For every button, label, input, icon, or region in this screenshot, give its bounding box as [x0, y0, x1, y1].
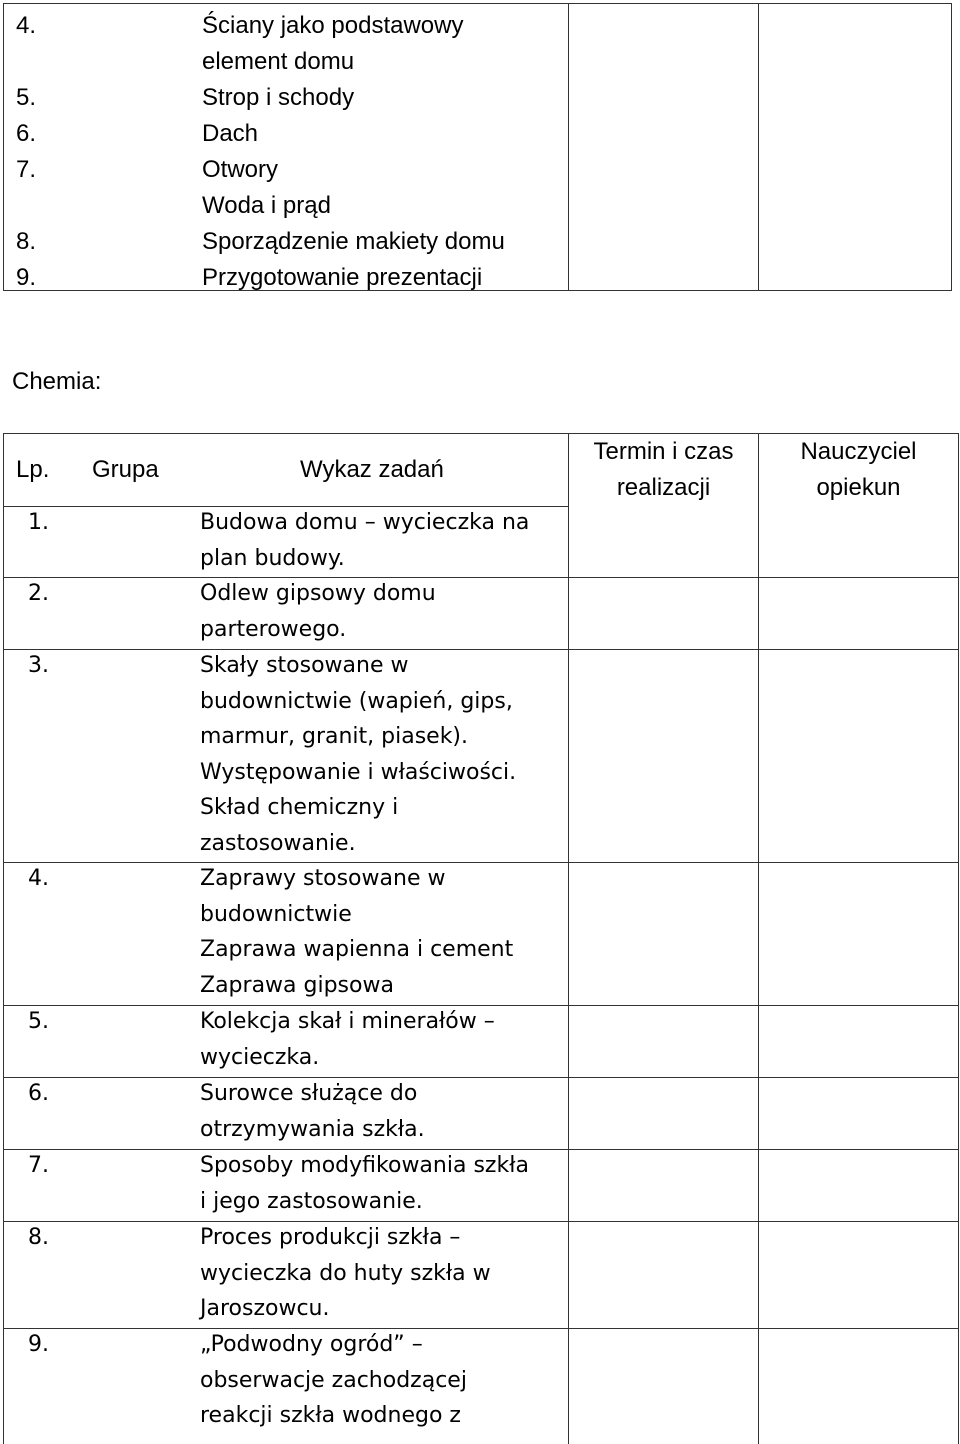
table-row [4, 1006, 959, 1078]
top-task-table [3, 3, 952, 291]
task-list-cell [4, 4, 569, 291]
table-row [4, 1329, 959, 1444]
item-number: 8. [16, 224, 36, 260]
task-cell [4, 650, 569, 863]
item-number: 3. [28, 648, 49, 684]
item-text: marmur, granit, piasek). [200, 719, 468, 755]
item-text: Skład chemiczny i [200, 790, 398, 826]
item-text: Sposoby modyfikowania szkła [200, 1148, 529, 1184]
item-text: Zaprawa wapienna i cement [200, 932, 513, 968]
header-nauczyciel-line1: Nauczyciel [759, 434, 958, 470]
table-row [4, 1222, 959, 1329]
termin-cell [569, 863, 759, 1006]
item-number: 6. [28, 1076, 49, 1112]
item-number: 6. [16, 116, 36, 152]
nauczyciel-cell [759, 863, 959, 1006]
header-cell-main [4, 434, 569, 507]
item-number: 8. [28, 1220, 49, 1256]
header-grupa: Grupa [92, 452, 159, 488]
item-text: Skały stosowane w [200, 648, 408, 684]
item-number: 9. [16, 260, 36, 296]
termin-cell [569, 1078, 759, 1150]
termin-cell [569, 1329, 759, 1444]
item-text: zastosowanie. [200, 826, 356, 862]
table-row [4, 4, 952, 291]
header-lp: Lp. [16, 452, 49, 488]
termin-cell [569, 650, 759, 863]
item-text: Proces produkcji szkła – [200, 1220, 460, 1256]
item-text: Ściany jako podstawowy [202, 8, 463, 44]
nauczyciel-cell [759, 578, 959, 650]
item-text: Woda i prąd [202, 188, 331, 224]
item-text: reakcji szkła wodnego z [200, 1398, 461, 1434]
nauczyciel-cell [759, 650, 959, 863]
termin-cell [569, 578, 759, 650]
item-text: plan budowy. [200, 541, 345, 577]
item-text: „Podwodny ogród” – [200, 1327, 423, 1363]
nauczyciel-cell [759, 1006, 959, 1078]
item-text: Kolekcja skał i minerałów – [200, 1004, 495, 1040]
item-text: Jaroszowcu. [200, 1291, 330, 1327]
termin-cell [569, 4, 759, 291]
task-cell [4, 1006, 569, 1078]
section-heading-chemia: Chemia: [12, 364, 101, 400]
item-text: budownictwie (wapień, gips, [200, 684, 513, 720]
item-number: 9. [28, 1327, 49, 1363]
item-text: parterowego. [200, 612, 346, 648]
chem-task-table [3, 433, 959, 1444]
table-row [4, 1078, 959, 1150]
header-nauczyciel [759, 434, 959, 578]
item-text: otrzymywania szkła. [200, 1112, 425, 1148]
task-cell [4, 1222, 569, 1329]
item-text: i jego zastosowanie. [200, 1184, 423, 1220]
header-termin [569, 434, 759, 578]
item-text: Sporządzenie makiety domu [202, 224, 505, 260]
header-termin-line2: realizacji [569, 470, 758, 506]
item-number: 5. [28, 1004, 49, 1040]
termin-cell [569, 1150, 759, 1222]
item-text: Występowanie i właściwości. [200, 755, 516, 791]
task-cell [4, 1150, 569, 1222]
item-text: Strop i schody [202, 80, 354, 116]
item-text: Surowce służące do [200, 1076, 417, 1112]
item-text: obserwacje zachodzącej [200, 1363, 467, 1399]
header-nauczyciel-line2: opiekun [759, 470, 958, 506]
nauczyciel-cell [759, 1222, 959, 1329]
item-text: Otwory [202, 152, 278, 188]
item-number: 7. [16, 152, 36, 188]
nauczyciel-cell [759, 4, 952, 291]
task-cell [4, 1329, 569, 1444]
header-row [4, 434, 959, 507]
item-text: element domu [202, 44, 354, 80]
item-text: Przygotowanie prezentacji [202, 260, 482, 296]
item-number: 4. [16, 8, 36, 44]
item-number: 2. [28, 576, 49, 612]
nauczyciel-cell [759, 1078, 959, 1150]
item-text: budownictwie [200, 897, 352, 933]
item-text: Dach [202, 116, 258, 152]
table-row [4, 863, 959, 1006]
item-number: 4. [28, 861, 49, 897]
item-number: 1. [28, 505, 49, 541]
item-number: 5. [16, 80, 36, 116]
item-number: 7. [28, 1148, 49, 1184]
item-text: Zaprawa gipsowa [200, 968, 394, 1004]
task-cell [4, 1078, 569, 1150]
item-text: wycieczka. [200, 1040, 319, 1076]
task-cell [4, 578, 569, 650]
nauczyciel-cell [759, 1329, 959, 1444]
task-cell [4, 507, 569, 578]
item-text: Zaprawy stosowane w [200, 861, 445, 897]
task-cell [4, 863, 569, 1006]
termin-cell [569, 1222, 759, 1329]
header-wykaz: Wykaz zadań [300, 452, 444, 488]
item-text: wycieczka do huty szkła w [200, 1256, 491, 1292]
table-row [4, 578, 959, 650]
nauczyciel-cell [759, 1150, 959, 1222]
table-row [4, 650, 959, 863]
table-row [4, 1150, 959, 1222]
item-text: Odlew gipsowy domu [200, 576, 436, 612]
item-text: Budowa domu – wycieczka na [200, 505, 529, 541]
termin-cell [569, 1006, 759, 1078]
header-termin-line1: Termin i czas [569, 434, 758, 470]
